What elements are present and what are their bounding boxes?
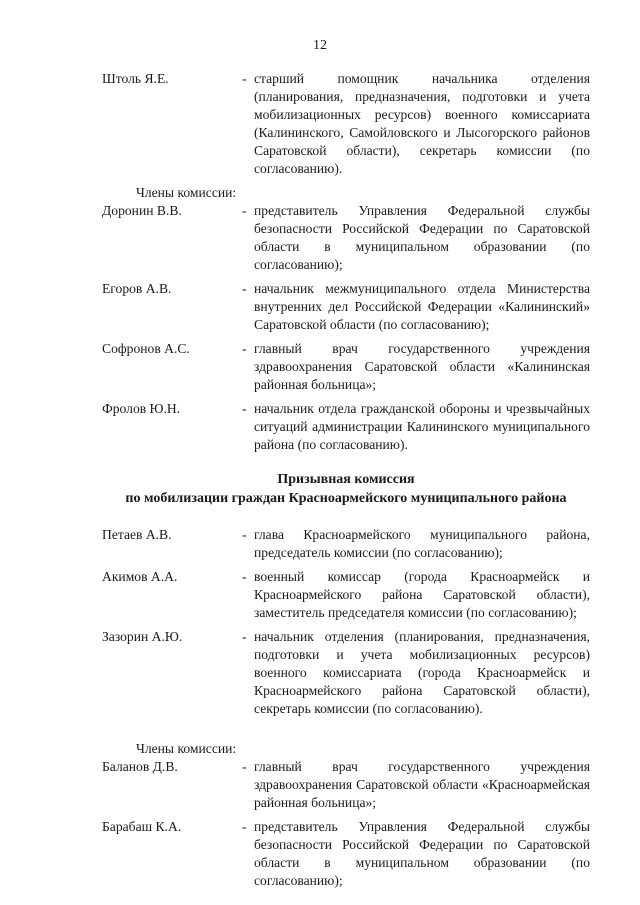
entry-row — [102, 340, 590, 394]
person-name: Акимов А.А. — [102, 569, 178, 584]
dash: - — [242, 341, 247, 356]
entry-row — [102, 526, 590, 562]
entry-row — [102, 758, 590, 812]
person-role: представитель Управления Федеральной службы безопасности Российской Федерации по Саратовской области в муниципальном образовании (по согласованию); — [254, 819, 590, 888]
dash: - — [242, 281, 247, 296]
spacer — [102, 724, 590, 738]
dash: - — [242, 819, 247, 834]
person-role: начальник отделения (планирования, предназначения, подготовки и учета мобилизационных ресурсов) военного комиссариата (города Красноармейск и Красноармейского района Саратовской области), секретарь комиссии (по согласованию). — [254, 629, 590, 716]
dash: - — [242, 569, 247, 584]
entry-row — [102, 202, 590, 274]
person-role: главный врач государственного учреждения здравоохранения Саратовской области «Калининская районная больница»; — [254, 341, 590, 392]
person-name: Доронин В.В. — [102, 203, 182, 218]
dash: - — [242, 203, 247, 218]
dash: - — [242, 759, 247, 774]
person-role: военный комиссар (города Красноармейск и Красноармейского района Саратовской области), заместитель председателя комиссии (по согласованию); — [254, 569, 590, 620]
dash: - — [242, 71, 247, 86]
person-role: главный врач государственного учреждения здравоохранения Саратовской области «Красноармейская районная больница»; — [254, 759, 590, 810]
dash: - — [242, 527, 247, 542]
person-name: Софронов А.С. — [102, 341, 190, 356]
entry-row — [102, 400, 590, 454]
members-label: Члены комиссии: — [136, 185, 237, 200]
person-name: Зазорин А.Ю. — [102, 629, 183, 644]
person-name: Штоль Я.Е. — [102, 71, 169, 86]
person-role: старший помощник начальника отделения (планирования, предназначения, подготовки и учета мобилизационных ресурсов) военного комиссариата (Калининского, Самойловского и Лысогорского районов Саратовской области), секретарь комиссии (по согласованию). — [254, 71, 590, 176]
person-role: глава Красноармейского муниципального района, председатель комиссии (по согласованию); — [254, 527, 590, 560]
entry-row — [102, 628, 590, 718]
entry-row — [102, 280, 590, 334]
document-body — [102, 70, 590, 896]
person-role: представитель Управления Федеральной службы безопасности Российской Федерации по Саратовской области в муниципальном образовании (по согласованию); — [254, 203, 590, 272]
person-name: Баланов Д.В. — [102, 759, 178, 774]
person-name: Петаев А.В. — [102, 527, 172, 542]
section-title-line2: по мобилизации граждан Красноармейского муниципального района — [125, 491, 567, 506]
members-label: Члены комиссии: — [136, 741, 237, 756]
section-title — [94, 470, 598, 508]
page-number: 12 — [313, 38, 327, 53]
entry-row — [102, 818, 590, 890]
person-name: Егоров А.В. — [102, 281, 172, 296]
dash: - — [242, 401, 247, 416]
person-name: Фролов Ю.Н. — [102, 401, 181, 416]
entry-row — [102, 568, 590, 622]
section-title-line1: Призывная комиссия — [277, 472, 415, 487]
person-name: Барабаш К.А. — [102, 819, 182, 834]
person-role: начальник межмуниципального отдела Министерства внутренних дел Российской Федерации «Калининский» Саратовской области (по согласованию); — [254, 281, 590, 332]
person-role: начальник отдела гражданской обороны и чрезвычайных ситуаций администрации Калининского муниципального района (по согласованию). — [254, 401, 590, 452]
entry-row — [102, 70, 590, 178]
dash: - — [242, 629, 247, 644]
